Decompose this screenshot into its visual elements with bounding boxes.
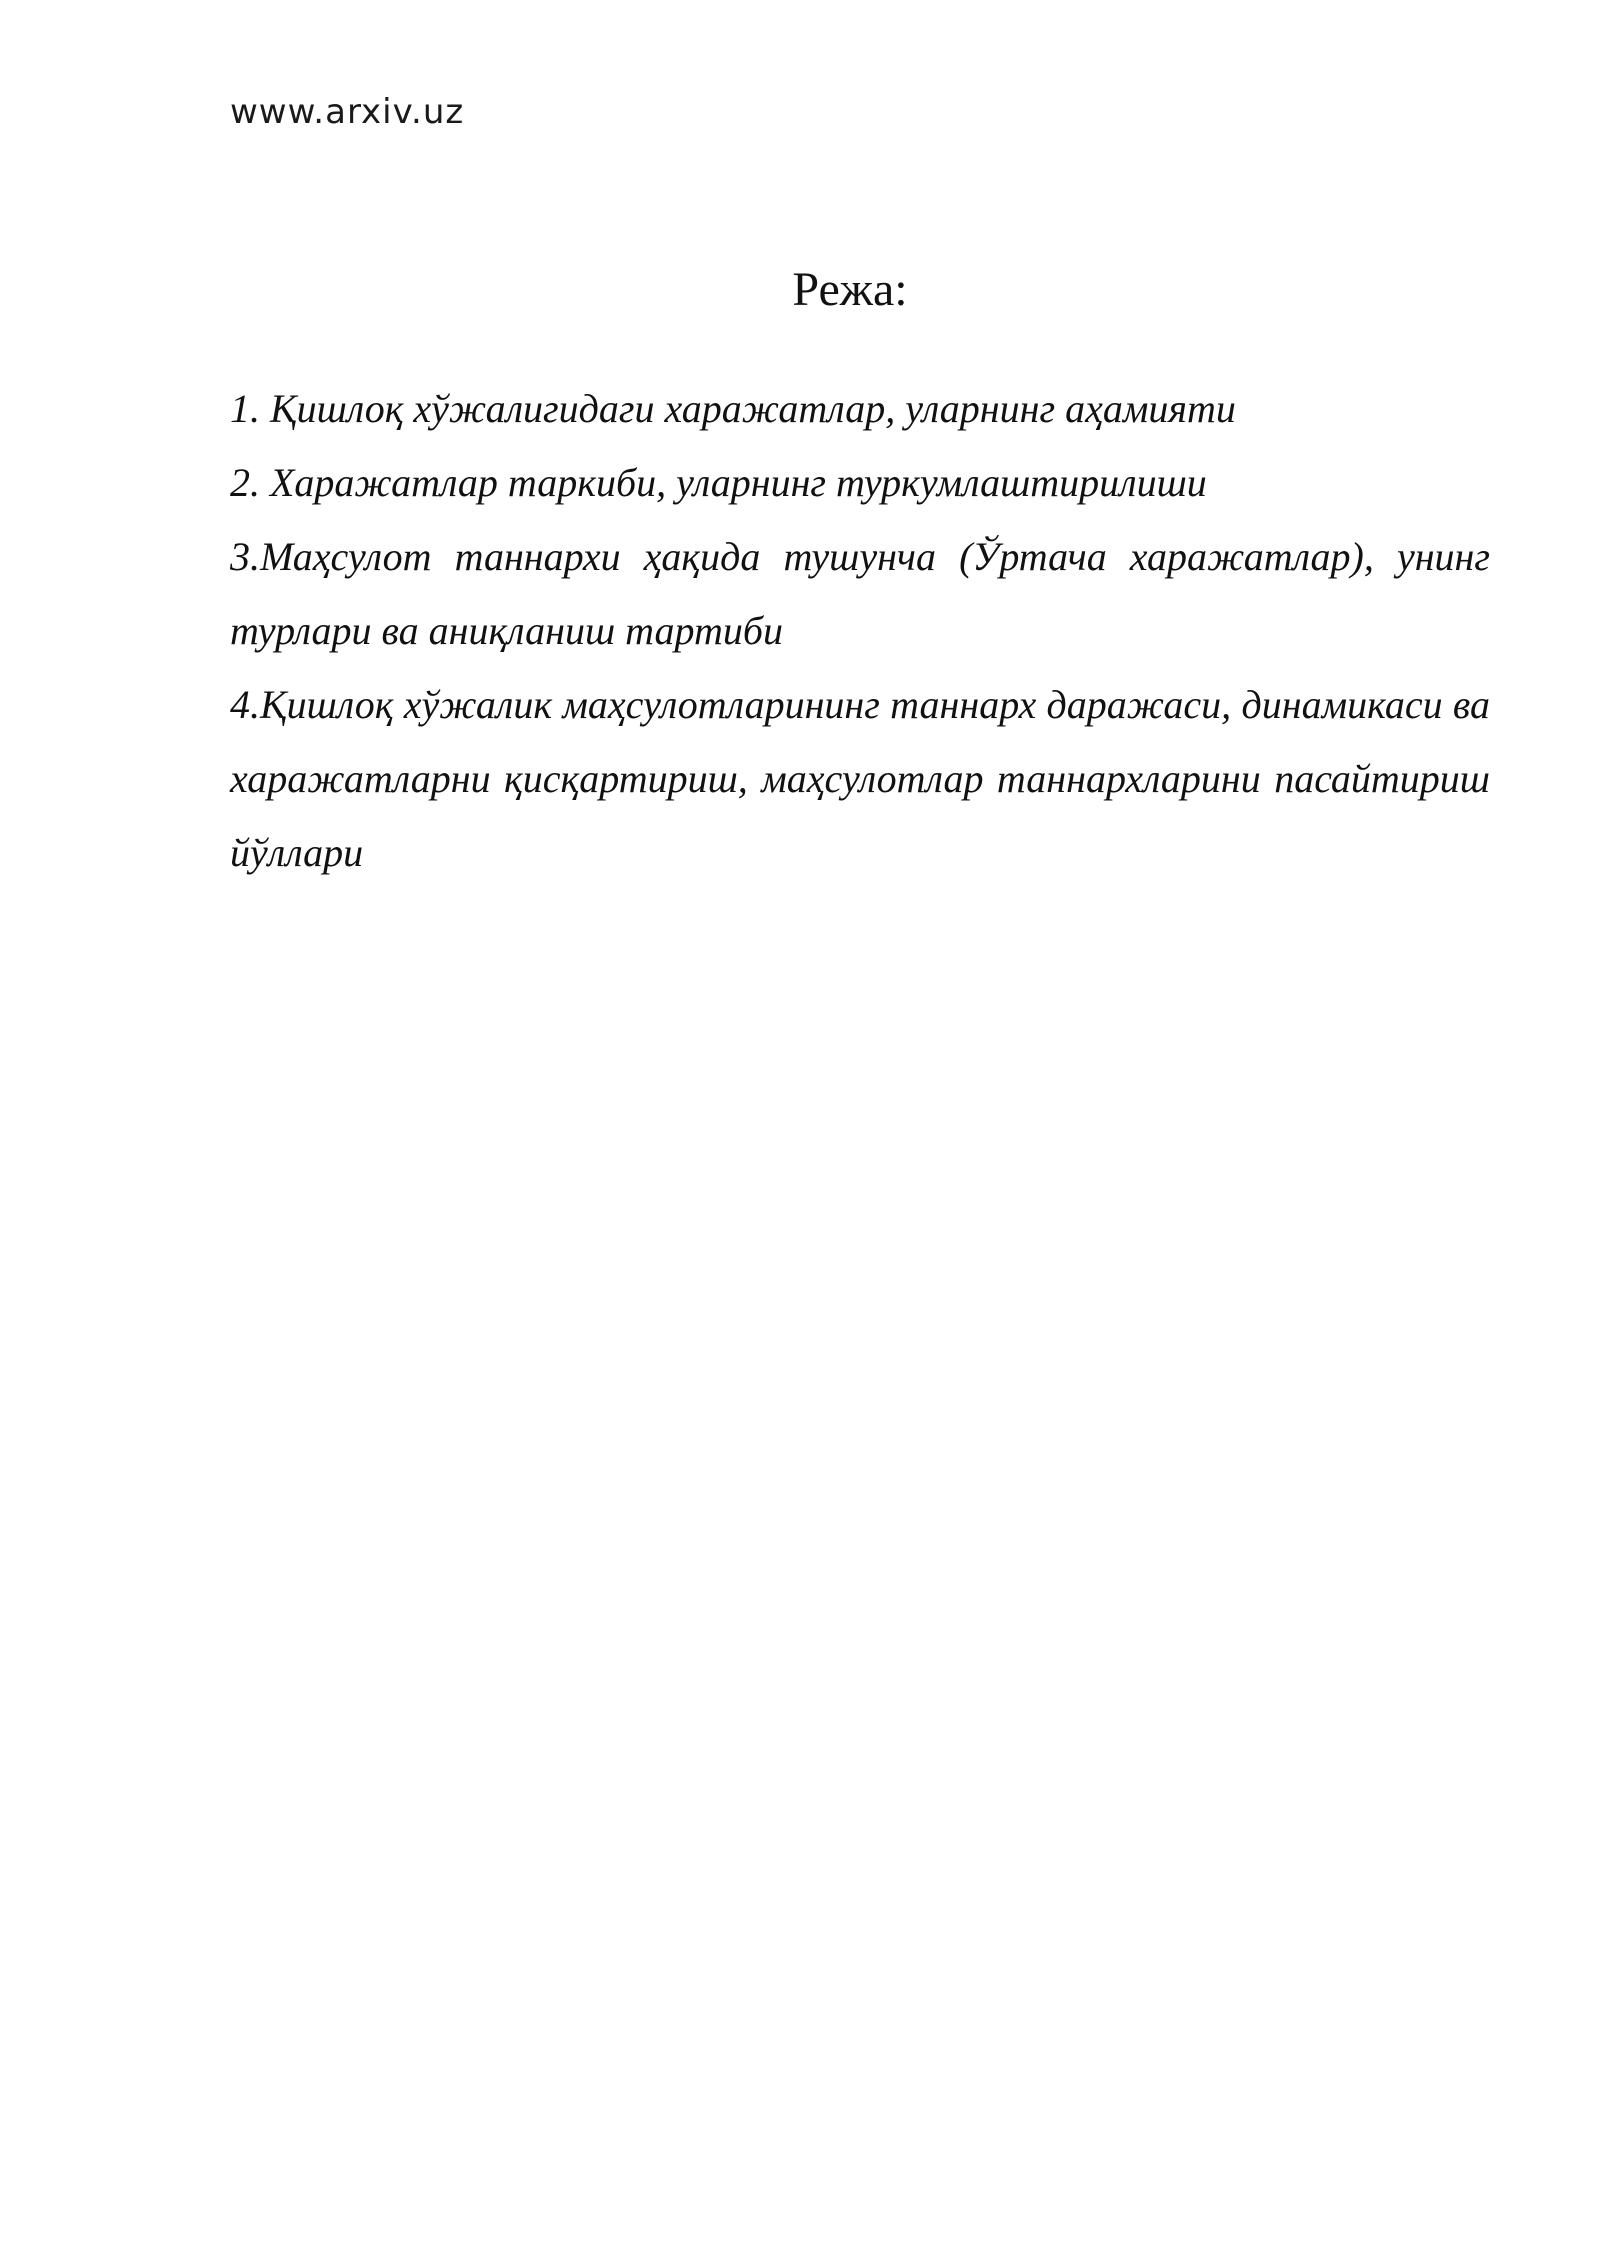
plan-title: Режа: bbox=[792, 263, 908, 316]
site-url-header: www.arxiv.uz bbox=[230, 92, 465, 132]
plan-item-1: 1. Қишлоқ хўжалигидаги харажатлар, уларнинг аҳамияти bbox=[230, 386, 1236, 431]
plan-item-3: 3.Маҳсулот таннархи ҳақида тушунча (Ўртача харажатлар), унинг турлари ва аниқланиш тартиби bbox=[230, 534, 1490, 653]
plan-list bbox=[230, 372, 1490, 890]
plan-item-4: 4.Қишлоқ хўжалик маҳсулотларининг таннарх даражаси, динамикаси ва харажатларни қисқартириш, маҳсулотлар таннархларини пасайтириш йўллари bbox=[230, 682, 1490, 875]
plan-item-2: 2. Харажатлар таркиби, уларнинг туркумлаштирилиши bbox=[230, 460, 1207, 505]
